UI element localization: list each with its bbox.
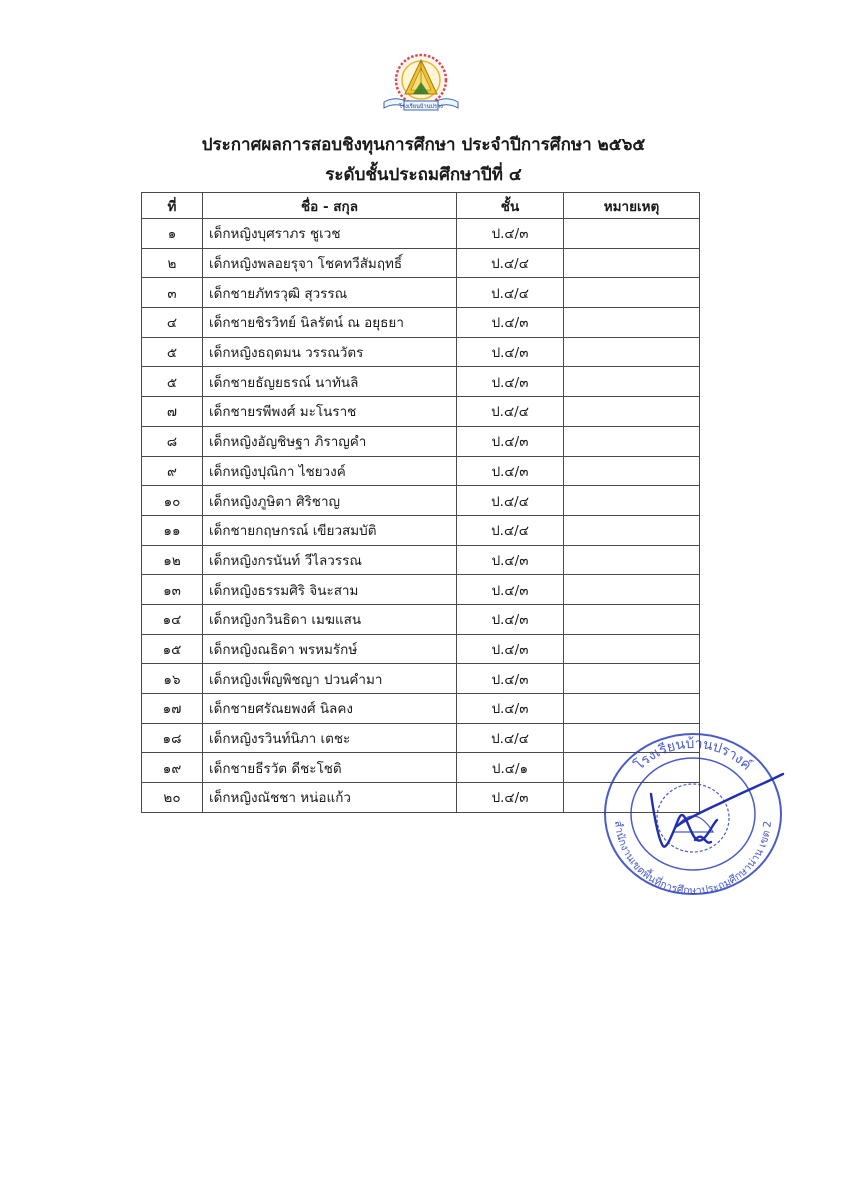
stamp-bottom-text: สำนักงานเขตพื้นที่การศึกษาประถมศึกษาน่าน เขต 2 — [611, 820, 774, 898]
cell-remark — [564, 486, 700, 516]
cell-name: เด็กหญิงปุณิกา ไชยวงค์ — [203, 456, 457, 486]
table-header-row — [142, 193, 700, 219]
cell-remark — [564, 248, 700, 278]
page-subtitle: ระดับชั้นประถมศึกษาปีที่ ๔ — [325, 165, 522, 185]
cell-no: ๗ — [142, 397, 203, 427]
cell-remark — [564, 694, 700, 724]
cell-name: เด็กชายธัญยธรณ์ นาทันลิ — [203, 367, 457, 397]
cell-no: ๑๕ — [142, 634, 203, 664]
cell-class: ป.๔/๓ — [457, 337, 564, 367]
table-row — [142, 426, 700, 456]
table-row — [142, 248, 700, 278]
cell-class: ป.๔/๓ — [457, 604, 564, 634]
cell-class: ป.๔/๑ — [457, 753, 564, 783]
cell-class: ป.๔/๓ — [457, 664, 564, 694]
svg-text:โรงเรียนบ้านปรางค์ — [631, 736, 755, 774]
cell-class: ป.๔/๔ — [457, 486, 564, 516]
cell-class: ป.๔/๔ — [457, 515, 564, 545]
table-row — [142, 219, 700, 249]
table-row — [142, 664, 700, 694]
cell-remark — [564, 604, 700, 634]
cell-name: เด็กหญิงเพ็ญพิชญา ปวนคำมา — [203, 664, 457, 694]
cell-no: ๕ — [142, 367, 203, 397]
cell-name: เด็กชายศรัณยพงศ์ นิลคง — [203, 694, 457, 724]
cell-no: ๑๙ — [142, 753, 203, 783]
cell-remark — [564, 367, 700, 397]
cell-no: ๑๐ — [142, 486, 203, 516]
cell-class: ป.๔/๔ — [457, 278, 564, 308]
cell-no: ๒ — [142, 248, 203, 278]
cell-remark — [564, 278, 700, 308]
table-row — [142, 604, 700, 634]
cell-name: เด็กหญิงพลอยรุจา โชคทวีสัมฤทธิ์ — [203, 248, 457, 278]
school-emblem-icon — [376, 46, 466, 126]
cell-class: ป.๔/๓ — [457, 545, 564, 575]
cell-name: เด็กชายธีรวัต ดีชะโชติ — [203, 753, 457, 783]
cell-no: ๑๓ — [142, 575, 203, 605]
cell-name: เด็กหญิงภูษิตา ศิริชาญ — [203, 486, 457, 516]
cell-remark — [564, 664, 700, 694]
table-row — [142, 486, 700, 516]
cell-name: เด็กหญิงณัชชา หน่อแก้ว — [203, 783, 457, 813]
table-row — [142, 634, 700, 664]
cell-name: เด็กชายภัทรวุฒิ สุวรรณ — [203, 278, 457, 308]
cell-class: ป.๔/๔ — [457, 248, 564, 278]
header-class: ชั้น — [457, 193, 564, 219]
cell-remark — [564, 456, 700, 486]
cell-no: ๑๗ — [142, 694, 203, 724]
cell-no: ๑๘ — [142, 723, 203, 753]
cell-remark — [564, 219, 700, 249]
table-row — [142, 367, 700, 397]
cell-name: เด็กชายชิรวิทย์ นิลรัตน์ ณ อยุธยา — [203, 308, 457, 338]
cell-class: ป.๔/๓ — [457, 456, 564, 486]
cell-class: ป.๔/๓ — [457, 367, 564, 397]
table-row — [142, 337, 700, 367]
page-title: ประกาศผลการสอบชิงทุนการศึกษา ประจำปีการศึกษา ๒๕๖๕ — [201, 135, 646, 155]
cell-name: เด็กหญิงรวินท์นิภา เตชะ — [203, 723, 457, 753]
logo-caption: โรงเรียนบ้านปราง — [399, 104, 443, 110]
table-row — [142, 278, 700, 308]
results-table — [141, 192, 700, 813]
cell-class: ป.๔/๓ — [457, 426, 564, 456]
table-row — [142, 397, 700, 427]
cell-no: ๑๔ — [142, 604, 203, 634]
cell-name: เด็กชายรพีพงศ์ มะโนราช — [203, 397, 457, 427]
cell-class: ป.๔/๓ — [457, 694, 564, 724]
cell-name: เด็กหญิงอัญชิษฐา ภิราญคำ — [203, 426, 457, 456]
table-row — [142, 545, 700, 575]
header-remark: หมายเหตุ — [564, 193, 700, 219]
cell-class: ป.๔/๓ — [457, 634, 564, 664]
cell-name: เด็กชายกฤษกรณ์ เขียวสมบัติ — [203, 515, 457, 545]
cell-no: ๕ — [142, 337, 203, 367]
cell-class: ป.๔/๓ — [457, 575, 564, 605]
header-name: ชื่อ - สกุล — [203, 193, 457, 219]
table-row — [142, 694, 700, 724]
cell-class: ป.๔/๓ — [457, 308, 564, 338]
cell-no: ๑๖ — [142, 664, 203, 694]
cell-class: ป.๔/๔ — [457, 397, 564, 427]
cell-name: เด็กหญิงณธิดา พรหมรักษ์ — [203, 634, 457, 664]
cell-remark — [564, 397, 700, 427]
table-row — [142, 308, 700, 338]
cell-remark — [564, 337, 700, 367]
cell-name: เด็กหญิงกวินธิดา เมฆแสน — [203, 604, 457, 634]
table-row — [142, 575, 700, 605]
cell-no: ๓ — [142, 278, 203, 308]
cell-remark — [564, 634, 700, 664]
cell-class: ป.๔/๓ — [457, 219, 564, 249]
cell-no: ๘ — [142, 426, 203, 456]
stamp-top-text: โรงเรียนบ้านปรางค์ — [631, 735, 755, 774]
header-no: ที่ — [142, 193, 203, 219]
cell-name: เด็กหญิงธฤตมน วรรณวัตร — [203, 337, 457, 367]
cell-remark — [564, 545, 700, 575]
table-row — [142, 456, 700, 486]
cell-no: ๑๑ — [142, 515, 203, 545]
cell-name: เด็กหญิงธรรมศิริ จินะสาม — [203, 575, 457, 605]
cell-no: ๑๒ — [142, 545, 203, 575]
cell-no: ๑ — [142, 219, 203, 249]
cell-class: ป.๔/๔ — [457, 723, 564, 753]
cell-no: ๔ — [142, 308, 203, 338]
table-row — [142, 515, 700, 545]
cell-no: ๙ — [142, 456, 203, 486]
cell-no: ๒๐ — [142, 783, 203, 813]
cell-remark — [564, 426, 700, 456]
cell-name: เด็กหญิงกรนันท์ วีไลวรรณ — [203, 545, 457, 575]
cell-remark — [564, 308, 700, 338]
cell-remark — [564, 575, 700, 605]
cell-name: เด็กหญิงบุศราภร ชูเวช — [203, 219, 457, 249]
cell-remark — [564, 515, 700, 545]
official-seal-icon — [593, 722, 793, 898]
cell-class: ป.๔/๓ — [457, 783, 564, 813]
